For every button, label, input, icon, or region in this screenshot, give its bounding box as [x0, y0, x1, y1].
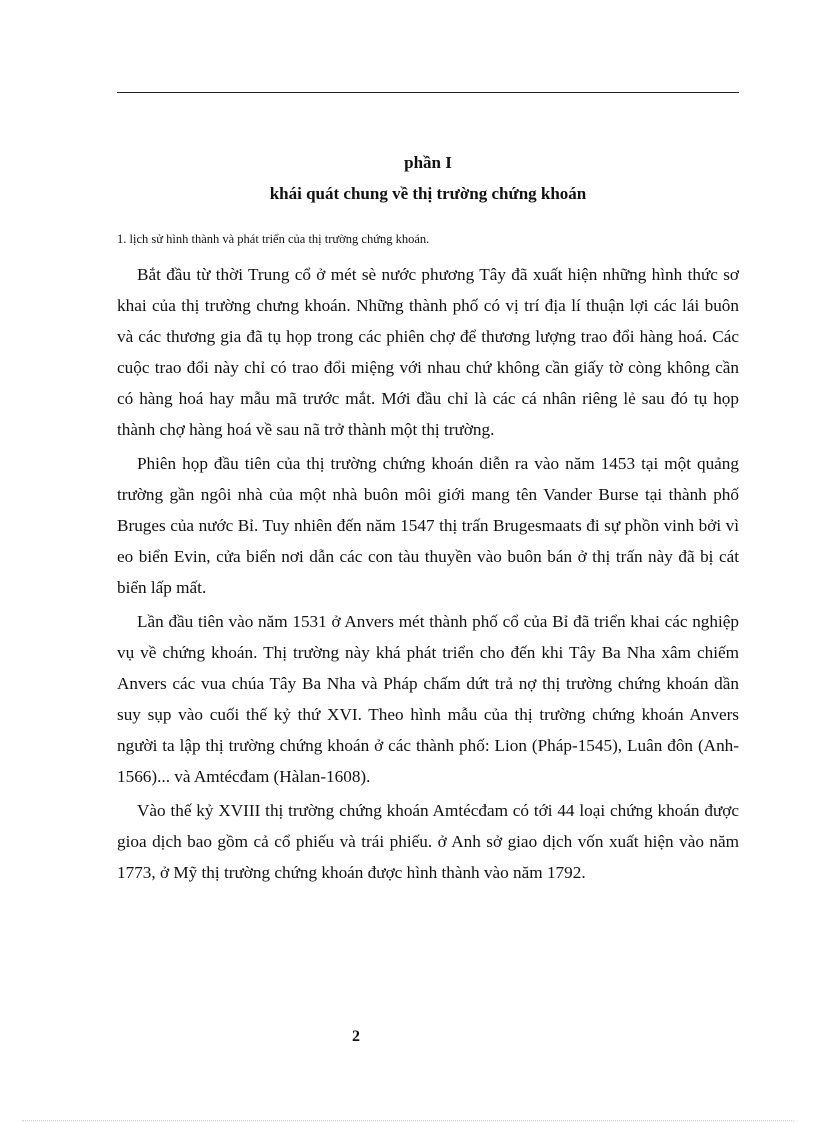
section-heading: 1. lịch sử hình thành và phát triển của thị trường chứng khoán.: [117, 232, 430, 246]
part-subtitle: khái quát chung về thị trường chứng khoán: [269, 184, 587, 203]
footer-rule: [22, 1120, 794, 1121]
header-rule: [117, 92, 739, 93]
body-text: [117, 259, 739, 891]
part-title: phần I: [404, 153, 452, 172]
page-number: 2: [352, 1028, 360, 1045]
paragraph-4: Vào thế kỷ XVIII thị trường chứng khoán Amtécđam có tới 44 loại chứng khoán được gioa dịch bao gồm cả cổ phiếu và trái phiếu. ở Anh sở giao dịch vốn xuất hiện vào năm 1773, ở Mỹ thị trường chứng khoán được hình thành vào năm 1792.: [117, 801, 739, 882]
paragraph-2: Phiên họp đầu tiên của thị trường chứng khoán diễn ra vào năm 1453 tại một quảng trường gần ngôi nhà của một nhà buôn môi giới mang tên Vander Burse tại thành phố Bruges của nước Bỉ. Tuy nhiên đến năm 1547 thị trấn Brugesmaats đi sự phồn vinh bởi vì eo biển Evin, cửa biển nơi dẫn các con tàu thuyền vào buôn bán ở thị trấn này đã bị cát biển lấp mất.: [117, 454, 739, 597]
paragraph-3: Lần đầu tiên vào năm 1531 ở Anvers mét thành phố cổ của Bỉ đã triển khai các nghiệp vụ về chứng khoán. Thị trường này khá phát triển cho đến khi Tây Ba Nha xâm chiếm Anvers các vua chúa Tây Ba Nha và Pháp chấm dứt trả nợ thị trường chứng khoán dần suy sụp vào cuối thế kỷ thứ XVI. Theo hình mẫu của thị trường chứng khoán Anvers người ta lập thị trường chứng khoán ở các thành phố: Lion (Pháp-1545), Luân đôn (Anh-1566)... và Amtécđam (Hàlan-1608).: [117, 612, 739, 786]
paragraph-1: Bắt đầu từ thời Trung cổ ở mét sè nước phương Tây đã xuất hiện những hình thức sơ khai của thị trường chưng khoán. Những thành phố có vị trí địa lí thuận lợi các lái buôn và các thương gia đã tụ họp trong các phiên chợ để thương lượng trao đổi hàng hoá. Các cuộc trao đổi này chỉ có trao đổi miệng với nhau chứ không cần giấy tờ còng không cần có hàng hoá hay mẫu mã trước mắt. Mới đầu chỉ là các cá nhân riêng lẻ sau đó tụ họp thành chợ hàng hoá về sau nã trở thành một thị trường.: [117, 265, 739, 439]
